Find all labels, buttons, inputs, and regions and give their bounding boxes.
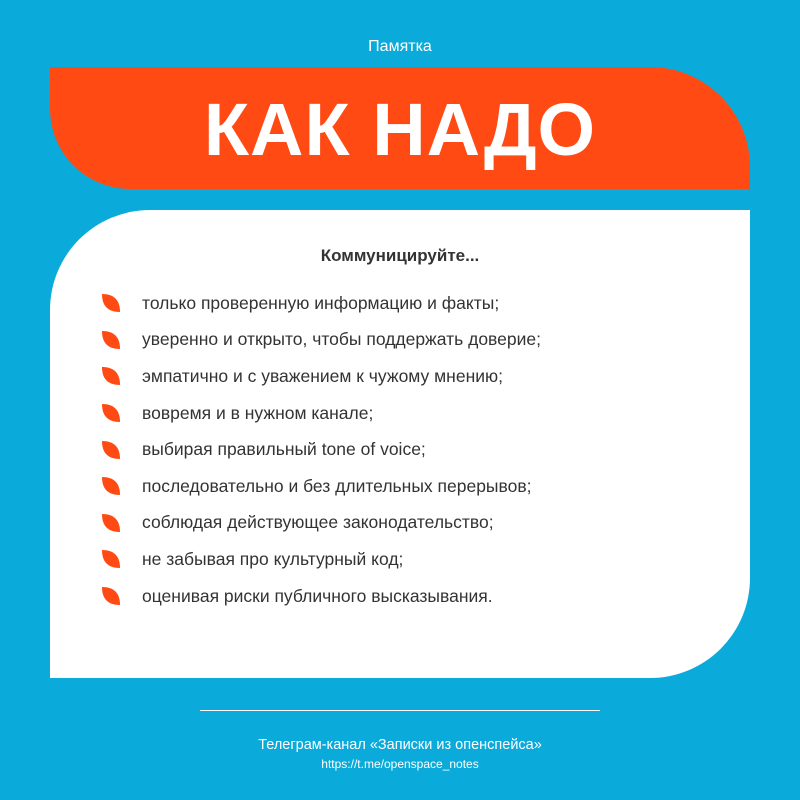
list-item-text: оценивая риски публичного высказывания. xyxy=(142,585,493,606)
leaf-icon xyxy=(100,548,122,570)
list-item xyxy=(100,505,541,542)
card-heading: Коммуницируйте... xyxy=(320,246,480,265)
list-item xyxy=(100,358,541,395)
list-item-text: соблюдая действующее законодательство; xyxy=(142,512,494,533)
leaf-icon xyxy=(100,292,122,314)
title-banner xyxy=(50,67,750,189)
leaf-icon xyxy=(100,585,122,607)
tips-list xyxy=(100,285,541,614)
list-item xyxy=(100,541,541,578)
list-item xyxy=(100,468,541,505)
list-item-text: только проверенную информацию и факты; xyxy=(142,292,500,313)
leaf-icon xyxy=(100,365,122,387)
content-card xyxy=(50,210,750,678)
list-item-text: уверенно и открыто, чтобы поддержать доверие; xyxy=(142,329,541,350)
page-subtitle: Памятка xyxy=(368,38,432,55)
list-item xyxy=(100,285,541,322)
list-item-text: последовательно и без длительных перерывов; xyxy=(142,475,532,496)
list-item-text: вовремя и в нужном канале; xyxy=(142,402,374,423)
leaf-icon xyxy=(100,329,122,351)
page-title: КАК НАДО xyxy=(203,87,597,171)
list-item-text: выбирая правильный tone of voice; xyxy=(142,439,426,460)
list-item-text: не забывая про культурный код; xyxy=(142,548,404,569)
leaf-icon xyxy=(100,512,122,534)
leaf-icon xyxy=(100,402,122,424)
list-item-text: эмпатично и с уважением к чужому мнению; xyxy=(142,365,504,386)
footer-link[interactable]: https://t.me/openspace_notes xyxy=(321,757,479,771)
list-item xyxy=(100,431,541,468)
footer-channel-name: Телеграм-канал «Записки из опенспейса» xyxy=(258,737,542,753)
list-item xyxy=(100,322,541,359)
list-item xyxy=(100,395,541,432)
leaf-icon xyxy=(100,475,122,497)
list-item xyxy=(100,578,541,615)
footer-divider xyxy=(200,710,600,711)
leaf-icon xyxy=(100,439,122,461)
